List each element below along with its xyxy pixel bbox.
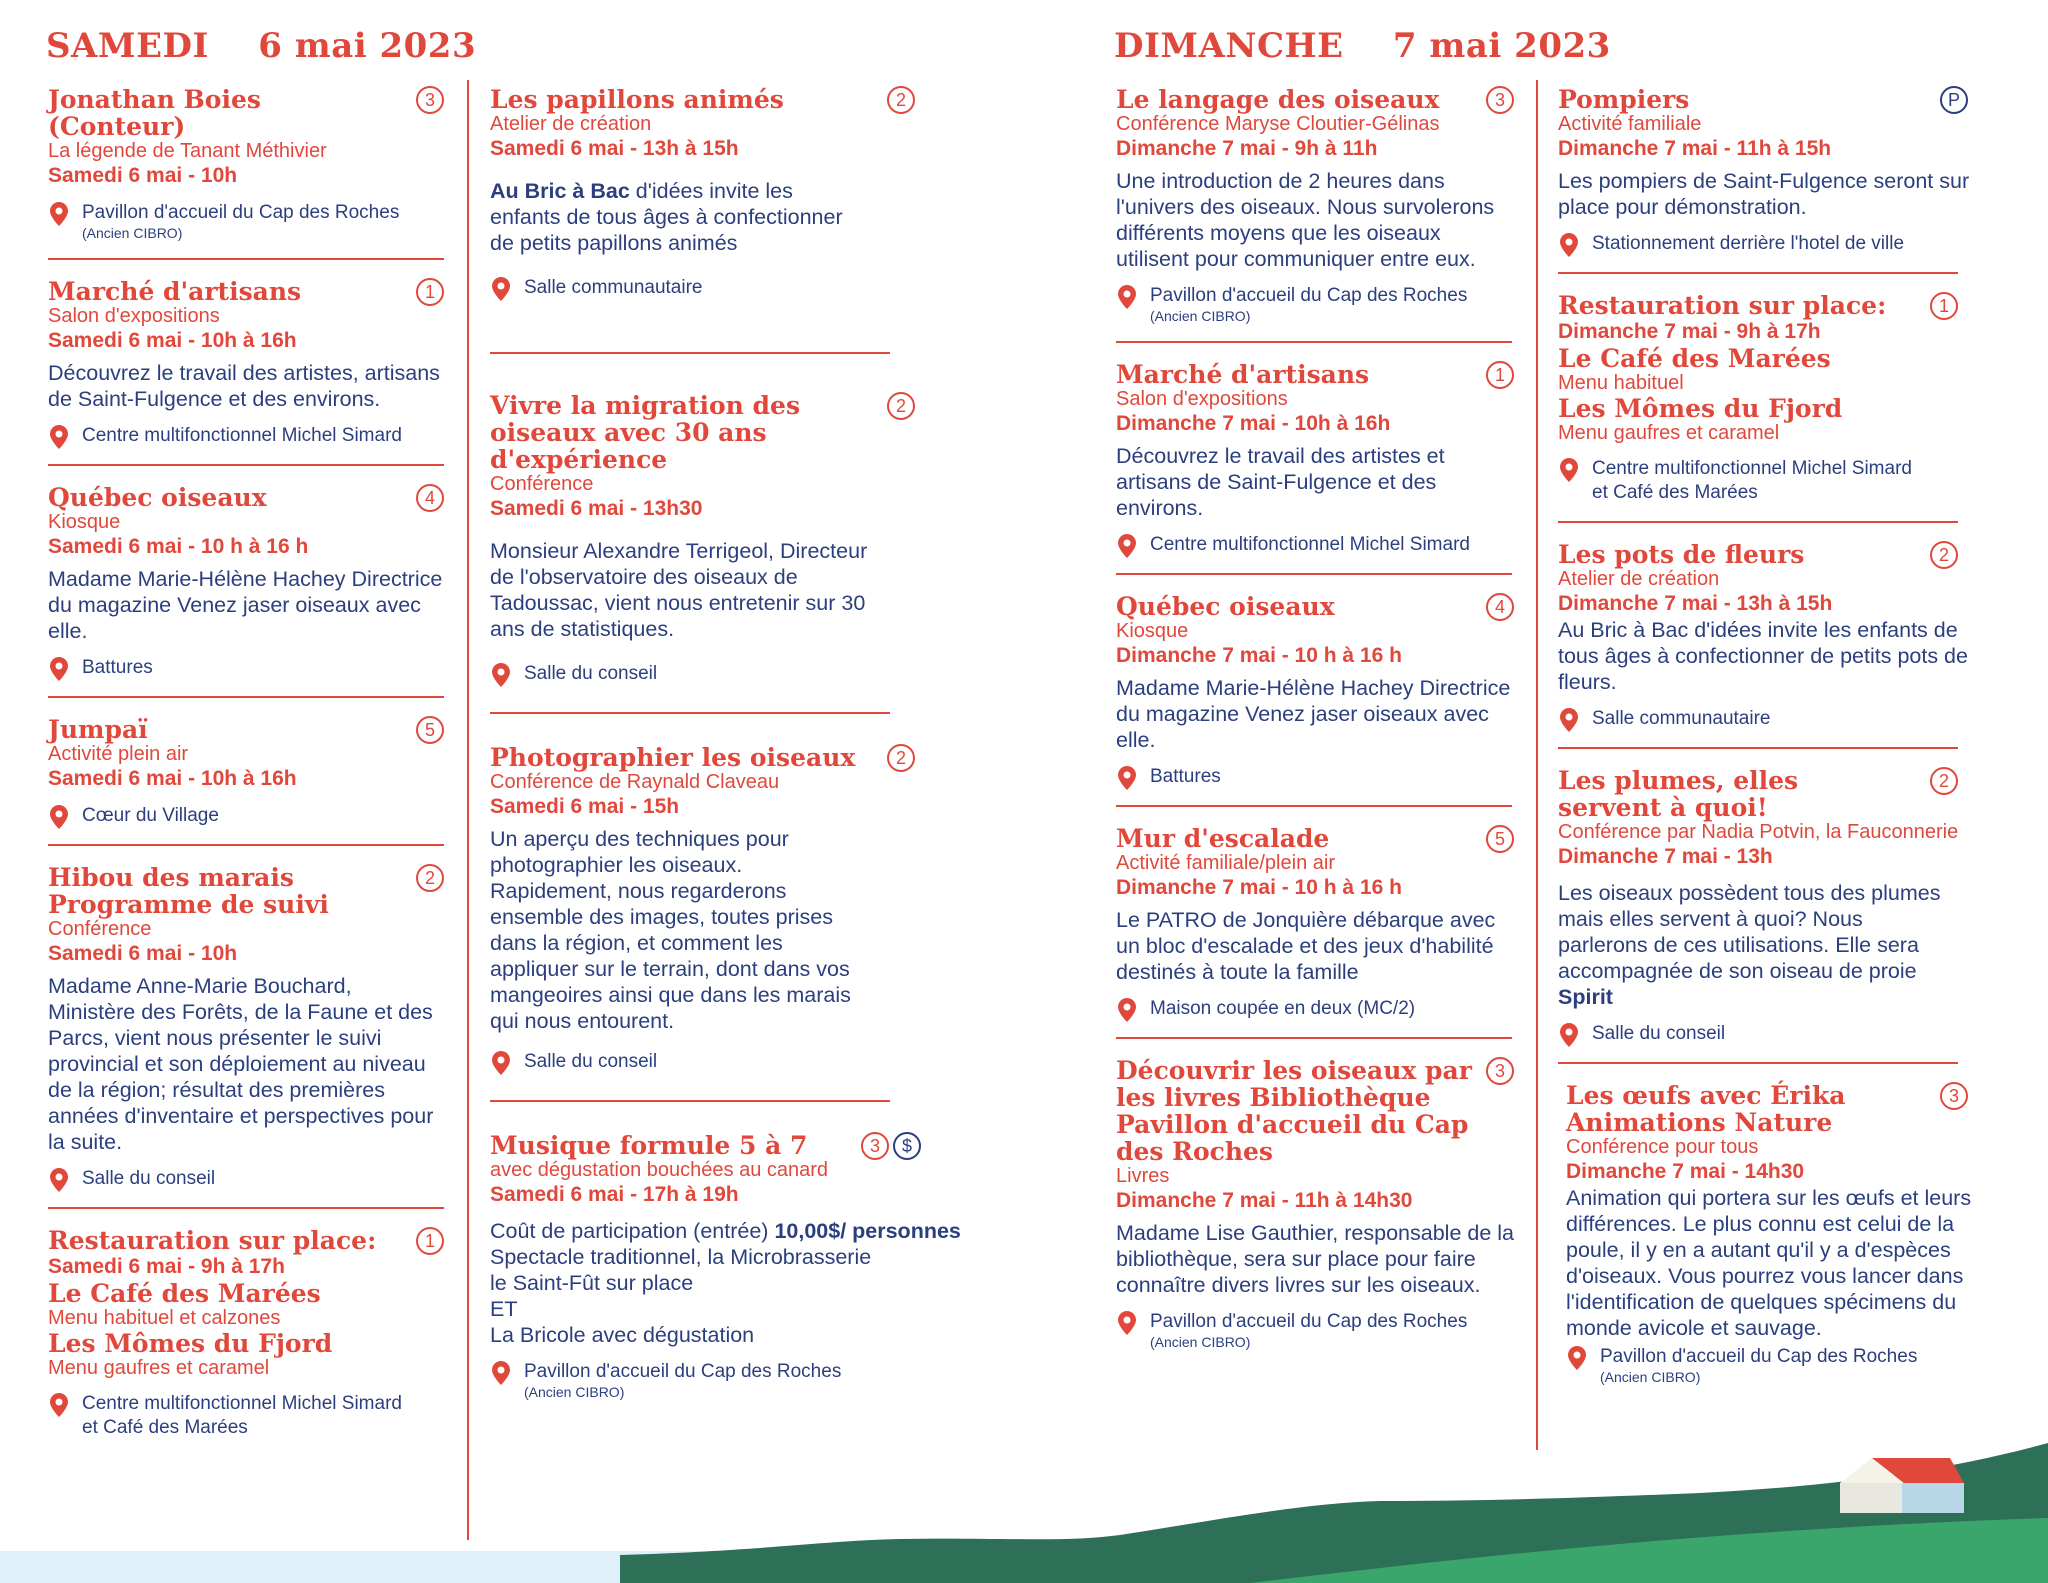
location-pin-icon	[1560, 233, 1578, 257]
event-subtitle: Salon d'expositions	[48, 305, 220, 327]
event-location	[490, 1360, 1045, 1401]
event-description: ET	[490, 1297, 518, 1321]
location-pin-icon	[492, 1361, 510, 1385]
location-pin-icon	[1118, 1311, 1136, 1335]
event-date: Dimanche 7 mai - 10 h à 16 h	[1116, 876, 1402, 899]
event-description: Découvrez le travail des artistes et artisans de Saint-Fulgence et des environs.	[1116, 444, 1445, 520]
location-pin-icon	[492, 1051, 510, 1075]
vendor-menu: Menu habituel et calzones	[48, 1307, 281, 1329]
event-date: Dimanche 7 mai - 11h à 15h	[1558, 137, 1832, 160]
site-number-badge: 2	[1930, 541, 1958, 569]
event-description: Madame Lise Gauthier, responsable de la bibliothèque, sera sur place pour faire connaître divers livres sur les oiseaux.	[1116, 1221, 1514, 1297]
location-note: (Ancien CIBRO)	[524, 1384, 625, 1400]
event-location	[1558, 232, 2018, 256]
event-description	[1558, 880, 1958, 1010]
location-pin-icon	[50, 425, 68, 449]
event-date: Dimanche 7 mai - 13h à 15h	[1558, 592, 1833, 615]
event-description: Madame Marie-Hélène Hachey Directrice du magazine Venez jaser oiseaux avec elle.	[48, 567, 443, 643]
site-number-badge: 3	[861, 1132, 889, 1160]
site-number-badge: 2	[887, 744, 915, 772]
event-card	[48, 700, 444, 848]
site-number-badge: 5	[1486, 825, 1514, 853]
event-title: Marché d'artisans	[48, 277, 302, 306]
event-card	[490, 356, 1045, 716]
event-card	[1116, 345, 1514, 577]
event-description: Les pompiers de Saint-Fulgence seront sur place pour démonstration.	[1558, 169, 1970, 219]
location-pin-icon	[492, 277, 510, 301]
event-card	[490, 86, 1045, 356]
location-name: Pavillon d'accueil du Cap des Roches	[1600, 1346, 1918, 1367]
location-name: Centre multifonctionnel Michel Simard	[1150, 534, 1470, 555]
sunday-header: DIMANCHE 7 mai 2023	[1114, 26, 1611, 66]
event-title: Jumpaï	[48, 715, 148, 744]
cost-amount: 10,00$/ personnes	[774, 1219, 961, 1243]
event-subtitle: Conférence par Nadia Potvin, la Fauconnerie	[1558, 821, 1959, 843]
event-location	[48, 1392, 444, 1440]
event-location	[1116, 997, 1514, 1021]
event-card	[1116, 86, 1514, 345]
house-icon	[1840, 1458, 1964, 1513]
event-title: Marché d'artisans	[1116, 360, 1370, 389]
event-title: Photographier les oiseaux	[490, 743, 856, 772]
site-number-badge: 5	[416, 716, 444, 744]
event-location	[1116, 765, 1514, 789]
location-pin-icon	[1118, 766, 1136, 790]
event-subtitle: Conférence	[48, 918, 152, 940]
event-location	[490, 1050, 1045, 1074]
cost-label: Coût de participation (entrée)	[490, 1219, 775, 1243]
event-date: Samedi 6 mai - 9h à 17h	[48, 1255, 285, 1278]
event-description: Animation qui portera sur les œufs et leurs différences. Le plus connu est celui de la poule, il y en a autant qu'il y a d'espèces d'oiseaux. Vous pourrez vous lancer dans l'identification de quelques spécimens du monde avicole et sauvage.	[1566, 1186, 1972, 1340]
event-subtitle: Kiosque	[1116, 620, 1189, 642]
event-date: Samedi 6 mai - 17h à 19h	[490, 1183, 739, 1206]
event-card	[1558, 1066, 2018, 1406]
sunday-column-2	[1558, 86, 2018, 1406]
vendor-menu: Menu habituel	[1558, 372, 1684, 394]
event-card	[490, 716, 1045, 1104]
event-date: Samedi 6 mai - 15h	[490, 795, 680, 818]
event-title: Québec oiseaux	[48, 483, 267, 512]
vendor-name: Les Mômes du Fjord	[1558, 394, 1843, 423]
event-subtitle: Atelier de création	[1558, 568, 1720, 590]
event-description	[490, 1218, 1045, 1244]
event-title: Musique formule 5 à 7	[490, 1131, 808, 1160]
location-pin-icon	[1560, 708, 1578, 732]
description-text: Les oiseaux possèdent tous des plumes mais elles servent à quoi? Nous parlerons de ces utilisations. Elle sera accompagnée de son oiseau de proie	[1558, 881, 1941, 983]
location-pin-icon	[1118, 534, 1136, 558]
event-subtitle: Activité plein air	[48, 743, 189, 765]
site-number-badge: 4	[1486, 593, 1514, 621]
event-location	[1558, 1022, 2018, 1046]
event-card	[1558, 276, 2018, 525]
site-number-badge: 3	[1486, 86, 1514, 114]
vendor-menu: Menu gaufres et caramel	[1558, 422, 1780, 444]
event-subtitle: Salon d'expositions	[1116, 388, 1288, 410]
location-name: Battures	[1150, 766, 1221, 787]
event-location	[490, 276, 1045, 300]
site-number-badge: 4	[416, 484, 444, 512]
location-pin-icon	[1118, 285, 1136, 309]
site-number-badge: 1	[1486, 361, 1514, 389]
event-card	[490, 1104, 1045, 1421]
event-description: Un aperçu des techniques pour photographier les oiseaux. Rapidement, nous regarderons ensemble des images, toutes prises dans la région, et comment les appliquer sur le terrain, dont dans vos mangeoires ainsi que dans les marais qui nous entourent.	[490, 827, 851, 1033]
location-pin-icon	[1560, 1023, 1578, 1047]
site-number-badge: 2	[887, 392, 915, 420]
event-title: Restauration sur place:	[48, 1226, 377, 1255]
event-card	[1116, 577, 1514, 809]
event-location	[48, 201, 444, 242]
event-card	[1116, 809, 1514, 1041]
location-name: Pavillon d'accueil du Cap des Roches	[1150, 1311, 1468, 1332]
location-name: Salle du conseil	[82, 1168, 216, 1189]
location-note: (Ancien CIBRO)	[1150, 308, 1251, 324]
location-note: (Ancien CIBRO)	[1600, 1369, 1701, 1385]
event-date: Samedi 6 mai - 10 h à 16 h	[48, 535, 309, 558]
event-subtitle: avec dégustation bouchées au canard	[490, 1159, 829, 1181]
event-subtitle: Kiosque	[48, 511, 121, 533]
event-subtitle: Atelier de création	[490, 113, 652, 135]
event-location	[1558, 707, 2018, 731]
event-title: Mur d'escalade	[1116, 824, 1330, 853]
event-date: Dimanche 7 mai - 13h	[1558, 845, 1773, 868]
organizer-name: Au Bric à Bac	[490, 179, 630, 203]
site-number-badge: 2	[887, 86, 915, 114]
event-subtitle: Conférence Maryse Cloutier-Gélinas	[1116, 113, 1440, 135]
event-description: Découvrez le travail des artistes, artisans de Saint-Fulgence et des environs.	[48, 361, 440, 411]
event-date: Samedi 6 mai - 10h	[48, 164, 238, 187]
event-location	[48, 804, 444, 828]
event-description: Spectacle traditionnel, la Microbrasserie le Saint-Fût sur place	[490, 1245, 872, 1295]
event-date: Dimanche 7 mai - 10 h à 16 h	[1116, 644, 1402, 667]
site-number-badge: 3	[1486, 1057, 1514, 1085]
location-note: (Ancien CIBRO)	[82, 225, 183, 241]
event-description	[490, 178, 860, 256]
location-name: Salle communautaire	[524, 277, 703, 298]
event-title: Hibou des marais Programme de suivi	[48, 863, 329, 919]
event-date: Samedi 6 mai - 10h à 16h	[48, 767, 297, 790]
event-location	[1116, 1310, 1514, 1351]
location-pin-icon	[50, 202, 68, 226]
event-date: Dimanche 7 mai - 9h à 17h	[1558, 320, 1821, 343]
event-date: Samedi 6 mai - 10h	[48, 942, 238, 965]
event-title: Pompiers	[1558, 85, 1690, 114]
event-title: Les œufs avec Érika Animations Nature	[1566, 1081, 1846, 1137]
location-name: Stationnement derrière l'hotel de ville	[1592, 233, 1905, 254]
event-date: Dimanche 7 mai - 10h à 16h	[1116, 412, 1391, 435]
location-name: Pavillon d'accueil du Cap des Roches	[82, 202, 400, 223]
vendor-menu: Menu gaufres et caramel	[48, 1357, 270, 1379]
saturday-column-1	[48, 86, 444, 1460]
event-description: Le PATRO de Jonquière débarque avec un bloc d'escalade et des jeux d'habilité destinés à toute la famille	[1116, 908, 1496, 984]
location-pin-icon	[1568, 1346, 1586, 1370]
event-card	[1116, 1041, 1514, 1371]
location-name: Cœur du Village	[82, 805, 219, 826]
event-description: Madame Marie-Hélène Hachey Directrice du magazine Venez jaser oiseaux avec elle.	[1116, 676, 1511, 752]
event-title: Découvrir les oiseaux par les livres Bibliothèque Pavillon d'accueil du Cap des Roches	[1116, 1056, 1472, 1166]
event-card	[48, 262, 444, 468]
location-name: Maison coupée en deux (MC/2)	[1150, 998, 1416, 1019]
column-divider	[467, 80, 469, 1540]
location-name: Pavillon d'accueil du Cap des Roches	[1150, 285, 1468, 306]
location-pin-icon	[50, 805, 68, 829]
event-card	[48, 1211, 444, 1460]
price-badge: $	[893, 1132, 921, 1160]
event-description: Monsieur Alexandre Terrigeol, Directeur de l'observatoire des oiseaux de Tadoussac, vient nous entretenir sur 30 ans de statistiques.	[490, 539, 868, 641]
site-number-badge: 1	[1930, 292, 1958, 320]
site-number-badge: 2	[1930, 767, 1958, 795]
event-title: Les pots de fleurs	[1558, 540, 1805, 569]
location-name: Centre multifonctionnel Michel Simard	[82, 425, 402, 446]
description-text: d'idées invite les enfants de tous âges à confectionner de petits papillons animés	[490, 179, 843, 255]
location-name: Centre multifonctionnel Michel Simard	[82, 1393, 402, 1414]
location-pin-icon	[50, 1393, 68, 1417]
site-number-badge: 3	[1940, 1082, 1968, 1110]
location-pin-icon	[50, 657, 68, 681]
location-name: Salle du conseil	[524, 663, 658, 684]
event-subtitle: Activité familiale	[1558, 113, 1702, 135]
event-card	[1558, 86, 2018, 276]
location-note: (Ancien CIBRO)	[1150, 1334, 1251, 1350]
parking-icon: P	[1940, 86, 1968, 114]
event-subtitle: Conférence pour tous	[1566, 1136, 1759, 1158]
location-name: Salle du conseil	[524, 1051, 658, 1072]
site-number-badge: 3	[416, 86, 444, 114]
location-name: Pavillon d'accueil du Cap des Roches	[524, 1361, 842, 1382]
event-title: Le langage des oiseaux	[1116, 85, 1440, 114]
event-card	[48, 468, 444, 700]
event-title: Québec oiseaux	[1116, 592, 1335, 621]
event-location	[1116, 284, 1514, 325]
event-card	[48, 86, 444, 262]
event-subtitle: Livres	[1116, 1165, 1170, 1187]
event-description: Madame Anne-Marie Bouchard, Ministère des Forêts, de la Faune et des Parcs, vient nous présenter le suivi provincial et son déploiement au niveau de la région; résultat des premières années d'inventaire et perspectives pour la suite.	[48, 974, 434, 1154]
saturday-column-2	[490, 86, 1045, 1421]
event-title: Les plumes, elles servent à quoi!	[1558, 766, 1799, 822]
event-date: Samedi 6 mai - 13h30	[490, 497, 703, 520]
landscape-illustration	[0, 1443, 2048, 1583]
site-number-badge: 1	[416, 278, 444, 306]
event-date: Dimanche 7 mai - 9h à 11h	[1116, 137, 1378, 160]
location-pin-icon	[1560, 458, 1578, 482]
site-number-badge: 1	[416, 1227, 444, 1255]
location-name-2: et Café des Marées	[82, 1417, 248, 1438]
sunday-column-1	[1116, 86, 1514, 1371]
location-pin-icon	[1118, 998, 1136, 1022]
event-card	[1558, 751, 2018, 1066]
event-subtitle: Activité familiale/plein air	[1116, 852, 1335, 874]
location-pin-icon	[50, 1168, 68, 1192]
event-location	[1566, 1345, 2018, 1386]
column-divider	[1536, 80, 1538, 1450]
event-date: Samedi 6 mai - 10h à 16h	[48, 329, 297, 352]
event-card	[48, 848, 444, 1211]
location-name: Salle communautaire	[1592, 708, 1771, 729]
event-location	[1116, 533, 1514, 557]
location-pin-icon	[492, 663, 510, 687]
event-card	[1558, 525, 2018, 751]
event-description: La Bricole avec dégustation	[490, 1323, 755, 1347]
event-date: Dimanche 7 mai - 14h30	[1566, 1160, 1805, 1183]
event-title: Restauration sur place:	[1558, 291, 1887, 320]
location-name: Salle du conseil	[1592, 1023, 1726, 1044]
location-name-2: et Café des Marées	[1592, 482, 1758, 503]
vendor-name: Les Mômes du Fjord	[48, 1329, 333, 1358]
event-subtitle: Conférence	[490, 473, 594, 495]
saturday-header: SAMEDI 6 mai 2023	[46, 26, 477, 66]
bird-name: Spirit	[1558, 985, 1613, 1009]
event-location	[48, 656, 444, 680]
vendor-name: Le Café des Marées	[1558, 344, 1831, 373]
location-name: Centre multifonctionnel Michel Simard	[1592, 458, 1912, 479]
event-location	[48, 1167, 444, 1191]
event-description: Au Bric à Bac d'idées invite les enfants de tous âges à confectionner de petits pots de fleurs.	[1558, 618, 1968, 694]
location-name: Battures	[82, 657, 153, 678]
event-title: Les papillons animés	[490, 85, 784, 114]
site-number-badge: 2	[416, 864, 444, 892]
event-subtitle: La légende de Tanant Méthivier	[48, 140, 327, 162]
event-subtitle: Conférence de Raynald Claveau	[490, 771, 780, 793]
event-location	[48, 424, 444, 448]
event-date: Dimanche 7 mai - 11h à 14h30	[1116, 1189, 1413, 1212]
event-title: Jonathan Boies (Conteur)	[48, 85, 261, 141]
event-date: Samedi 6 mai - 13h à 15h	[490, 137, 739, 160]
event-title: Vivre la migration des oiseaux avec 30 ans d'expérience	[490, 391, 801, 474]
vendor-name: Le Café des Marées	[48, 1279, 321, 1308]
event-location	[490, 662, 1045, 686]
event-description: Une introduction de 2 heures dans l'univers des oiseaux. Nous survolerons différents moyens que les oiseaux utilisent pour communiquer entre eux.	[1116, 169, 1495, 271]
event-location	[1558, 457, 2018, 505]
